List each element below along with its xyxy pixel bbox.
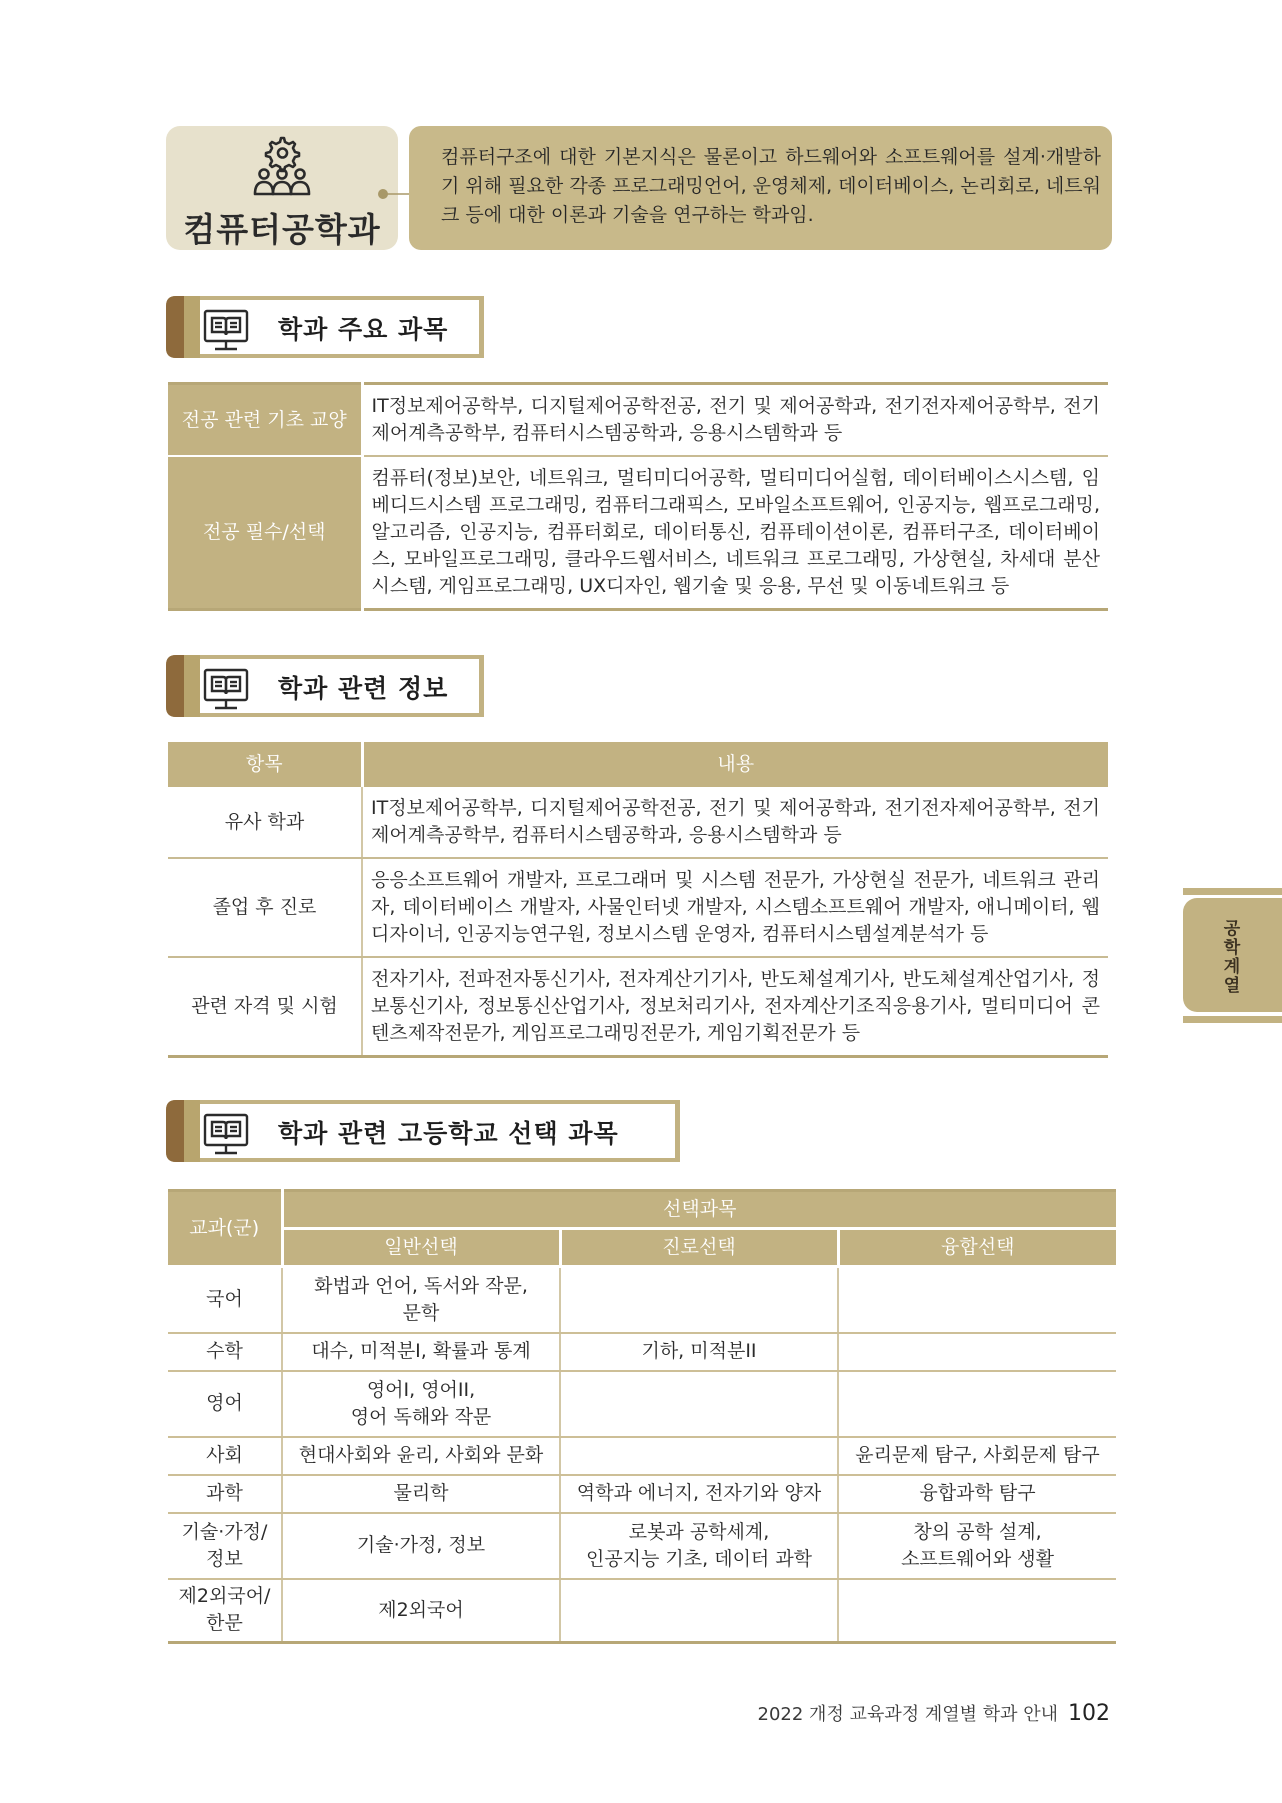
side-tab-line-bottom bbox=[1183, 1016, 1282, 1023]
career-cell: 역학과 에너지, 전자기와 양자 bbox=[560, 1475, 838, 1513]
row-value: 응응소프트웨어 개발자, 프로그래머 및 시스템 전문가, 가상현실 전문가, 네트워크 관리자, 데이터베이스 개발자, 사물인터넷 개발자, 시스템소프트웨어 개발자, 애니메이터, 웹디자이너, 인공지능연구원, 정보시스템 운영자, 컴퓨터시스템설계분석가 등 bbox=[362, 858, 1108, 957]
table-row bbox=[168, 384, 1108, 457]
table-row bbox=[168, 456, 1108, 610]
subject-cell: 수학 bbox=[168, 1333, 282, 1371]
section-header-related-info bbox=[166, 655, 484, 717]
career-cell bbox=[560, 1267, 838, 1333]
department-card bbox=[166, 126, 398, 250]
fusion-cell: 창의 공학 설계, 소프트웨어와 생활 bbox=[838, 1513, 1116, 1579]
career-cell bbox=[560, 1371, 838, 1437]
side-tab-label: 공학 계열 bbox=[1223, 919, 1241, 996]
section-title: 학과 관련 정보 bbox=[278, 674, 449, 703]
related-info-table bbox=[168, 742, 1108, 1058]
subject-group-header: 교과(군) bbox=[168, 1191, 282, 1267]
fusion-cell bbox=[838, 1333, 1116, 1371]
column-header: 내용 bbox=[362, 742, 1108, 787]
career-cell bbox=[560, 1437, 838, 1475]
column-header: 진로선택 bbox=[560, 1229, 838, 1267]
footer-text: 2022 개정 교육과정 계열별 학과 안내 bbox=[757, 1704, 1058, 1725]
table-row bbox=[168, 1579, 1116, 1643]
side-category-tab[interactable] bbox=[1183, 898, 1282, 1012]
column-header: 융합선택 bbox=[838, 1229, 1116, 1267]
row-value: 전자기사, 전파전자통신기사, 전자계산기기사, 반도체설계기사, 반도체설계산업기사, 정보통신기사, 정보통신산업기사, 정보처리기사, 전자계산기조직응용기사, 멀티미디어 콘텐츠제작전문가, 게임프로그래밍전문가, 게임기획전문가 등 bbox=[371, 968, 1100, 1044]
general-cell: 영어I, 영어II, 영어 독해와 작문 bbox=[282, 1371, 560, 1437]
fusion-cell bbox=[838, 1371, 1116, 1437]
side-tab-line-top bbox=[1183, 888, 1282, 895]
row-label: 졸업 후 진로 bbox=[168, 858, 362, 957]
row-value: 컴퓨터(정보)보안, 네트워크, 멀티미디어공학, 멀티미디어실험, 데이터베이스시스템, 임베디드시스템 프로그래밍, 컴퓨터그래픽스, 모바일소프트웨어, 인공지능, 웹프로그래밍, 알고리즘, 인공지능, 컴퓨터회로, 데이터통신, 컴퓨테이션이론, 컴퓨터구조, 데이터베이스, 모바일프로그래밍, 클라우드웹서비스, 네트워크 프로그래밍, 가상현실, 차세대 분산시스템, 게임프로그래밍, UX디자인, 웹기술 및 응용, 무선 및 이동네트워크 등 bbox=[371, 467, 1100, 597]
row-value: IT정보제어공학부, 디지털제어공학전공, 전기 및 제어공학과, 전기전자제어공학부, 전기제어계측공학부, 컴퓨터시스템공학과, 응용시스템학과 등 bbox=[362, 384, 1108, 457]
table-row bbox=[168, 1371, 1116, 1437]
high-school-subjects-table bbox=[168, 1189, 1116, 1644]
table-header-row bbox=[168, 1229, 1116, 1267]
gear-people-icon bbox=[250, 136, 314, 198]
table-header-row bbox=[168, 742, 1108, 787]
subject-cell: 과학 bbox=[168, 1475, 282, 1513]
fusion-cell bbox=[838, 1579, 1116, 1643]
career-cell: 기하, 미적분II bbox=[560, 1333, 838, 1371]
department-description-box bbox=[409, 126, 1112, 250]
general-cell: 제2외국어 bbox=[282, 1579, 560, 1643]
table-row bbox=[168, 787, 1108, 858]
major-subjects-table bbox=[168, 382, 1108, 611]
subject-cell: 영어 bbox=[168, 1371, 282, 1437]
table-header-row bbox=[168, 1191, 1116, 1229]
department-name: 컴퓨터공학과 bbox=[183, 210, 381, 249]
fusion-cell: 융합과학 탐구 bbox=[838, 1475, 1116, 1513]
page-number: 102 bbox=[1068, 1701, 1110, 1726]
general-cell: 물리학 bbox=[282, 1475, 560, 1513]
general-cell: 현대사회와 윤리, 사회와 문화 bbox=[282, 1437, 560, 1475]
page-footer bbox=[758, 1700, 1110, 1726]
career-cell bbox=[560, 1579, 838, 1643]
table-row bbox=[168, 1437, 1116, 1475]
table-row bbox=[168, 1267, 1116, 1333]
row-label: 유사 학과 bbox=[168, 787, 362, 858]
book-monitor-icon bbox=[202, 667, 250, 711]
column-header: 항목 bbox=[168, 742, 362, 787]
general-cell: 대수, 미적분I, 확률과 통계 bbox=[282, 1333, 560, 1371]
career-cell: 로봇과 공학세계, 인공지능 기초, 데이터 과학 bbox=[560, 1513, 838, 1579]
subject-cell: 기술·가정/ 정보 bbox=[168, 1513, 282, 1579]
row-label: 전공 필수/선택 bbox=[168, 456, 362, 610]
row-label: 전공 관련 기초 교양 bbox=[168, 384, 362, 457]
section-title: 학과 주요 과목 bbox=[278, 315, 449, 344]
column-header: 일반선택 bbox=[282, 1229, 560, 1267]
general-cell: 화법과 언어, 독서와 작문, 문학 bbox=[282, 1267, 560, 1333]
table-row bbox=[168, 957, 1108, 1057]
subject-cell: 제2외국어/ 한문 bbox=[168, 1579, 282, 1643]
section-title: 학과 관련 고등학교 선택 과목 bbox=[278, 1119, 619, 1148]
book-monitor-icon bbox=[202, 1112, 250, 1156]
section-header-high-school-subjects bbox=[166, 1100, 680, 1162]
subject-cell: 사회 bbox=[168, 1437, 282, 1475]
elective-group-header: 선택과목 bbox=[282, 1191, 1116, 1229]
book-monitor-icon bbox=[202, 308, 250, 352]
table-row bbox=[168, 1333, 1116, 1371]
general-cell: 기술·가정, 정보 bbox=[282, 1513, 560, 1579]
table-row bbox=[168, 1475, 1116, 1513]
section-header-major-subjects bbox=[166, 296, 484, 358]
table-row bbox=[168, 858, 1108, 957]
fusion-cell: 윤리문제 탐구, 사회문제 탐구 bbox=[838, 1437, 1116, 1475]
row-label: 관련 자격 및 시험 bbox=[168, 957, 362, 1057]
row-value: IT정보제어공학부, 디지털제어공학전공, 전기 및 제어공학과, 전기전자제어공학부, 전기제어계측공학부, 컴퓨터시스템공학과, 응용시스템학과 등 bbox=[362, 787, 1108, 858]
department-description: 컴퓨터구조에 대한 기본지식은 물론이고 하드웨어와 소프트웨어를 설계·개발하기 위해 필요한 각종 프로그래밍언어, 운영체제, 데이터베이스, 논리회로, 네트워크 등에 대한 이론과 기술을 연구하는 학과임. bbox=[441, 146, 1101, 226]
subject-cell: 국어 bbox=[168, 1267, 282, 1333]
table-row bbox=[168, 1513, 1116, 1579]
fusion-cell bbox=[838, 1267, 1116, 1333]
